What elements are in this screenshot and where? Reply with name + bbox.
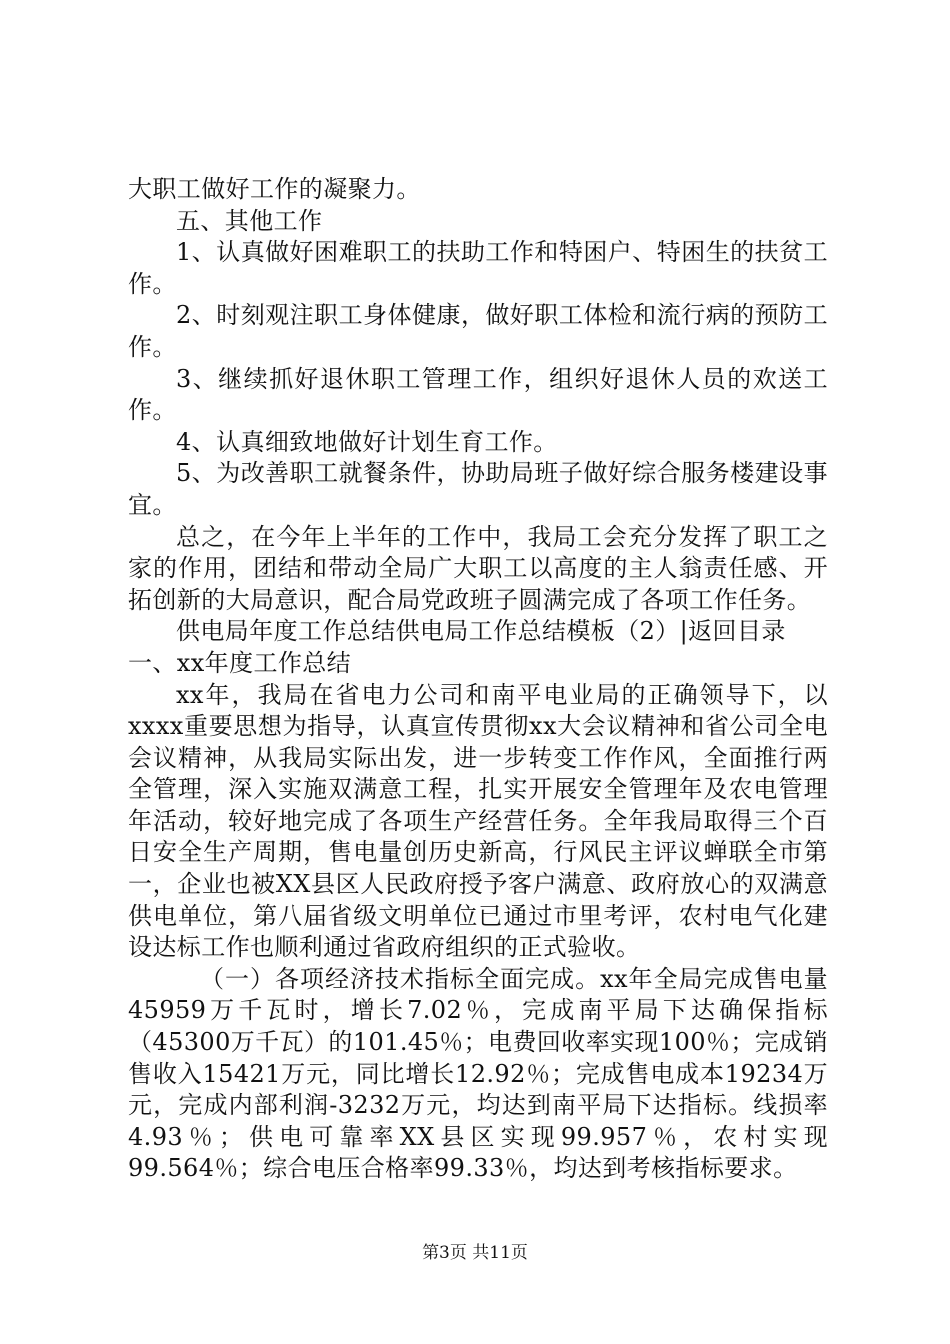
paragraph-continuation: 大职工做好工作的凝聚力。	[128, 175, 421, 203]
list-item-3: 3、继续抓好退休职工管理工作，组织好退休人员的欢送工作。	[128, 364, 828, 425]
annual-summary-paragraph: xx年，我局在省电力公司和南平电业局的正确领导下，以xxxx重要思想为指导，认真宣传贯彻xx大会议精神和省公司全电会议精神，从我局实际出发，进一步转变工作作风，全面推行两全管理，深入实施双满意工程，扎实开展安全管理年及农电管理年活动，较好地完成了各项生产经营任务。全年我局取得三个百日安全生产周期，售电量创历史新高，行风民主评议蝉联全市第一，企业也被XX县区人民政府授予客户满意、政府放心的双满意供电单位，第八届省级文明单位已通过市里考评，农村电气化建设达标工作也顺利通过省政府组织的正式验收。	[128, 680, 828, 962]
summary-paragraph: 总之，在今年上半年的工作中，我局工会充分发挥了职工之家的作用，团结和带动全局广大职工以高度的主人翁责任感、开拓创新的大局意识，配合局党政班子圆满完成了各项工作任务。	[128, 522, 828, 614]
indicators-paragraph: （一）各项经济技术指标全面完成。xx年全局完成售电量45959万千瓦时，增长7.02％，完成南平局下达确保指标（45300万千瓦）的101.45％；电费回收率实现100％；完成销售收入15421万元，同比增长12.92％；完成售电成本19234万元，完成内部利润-3232万元，均达到南平局下达指标。线损率4.93％；供电可靠率XX县区实现99.957％，农村实现99.564％；综合电压合格率99.33％，均达到考核指标要求。	[128, 964, 828, 1183]
list-item-5: 5、为改善职工就餐条件，协助局班子做好综合服务楼建设事宜。	[128, 459, 828, 519]
document-body	[128, 174, 828, 1185]
template-title-link[interactable]: 供电局年度工作总结供电局工作总结模板（2）|返回目录	[176, 617, 786, 646]
list-item-2: 2、时刻观注职工身体健康，做好职工体检和流行病的预防工作。	[128, 301, 828, 361]
section-heading-annual-summary: 一、xx年度工作总结	[128, 648, 352, 677]
list-item-1: 1、认真做好困难职工的扶助工作和特困户、特困生的扶贫工作。	[128, 238, 828, 298]
list-item-4: 4、认真细致地做好计划生育工作。	[176, 427, 558, 456]
section-heading-other-work: 五、其他工作	[176, 206, 323, 235]
page-number-footer: 第3页 共11页	[422, 1243, 528, 1263]
